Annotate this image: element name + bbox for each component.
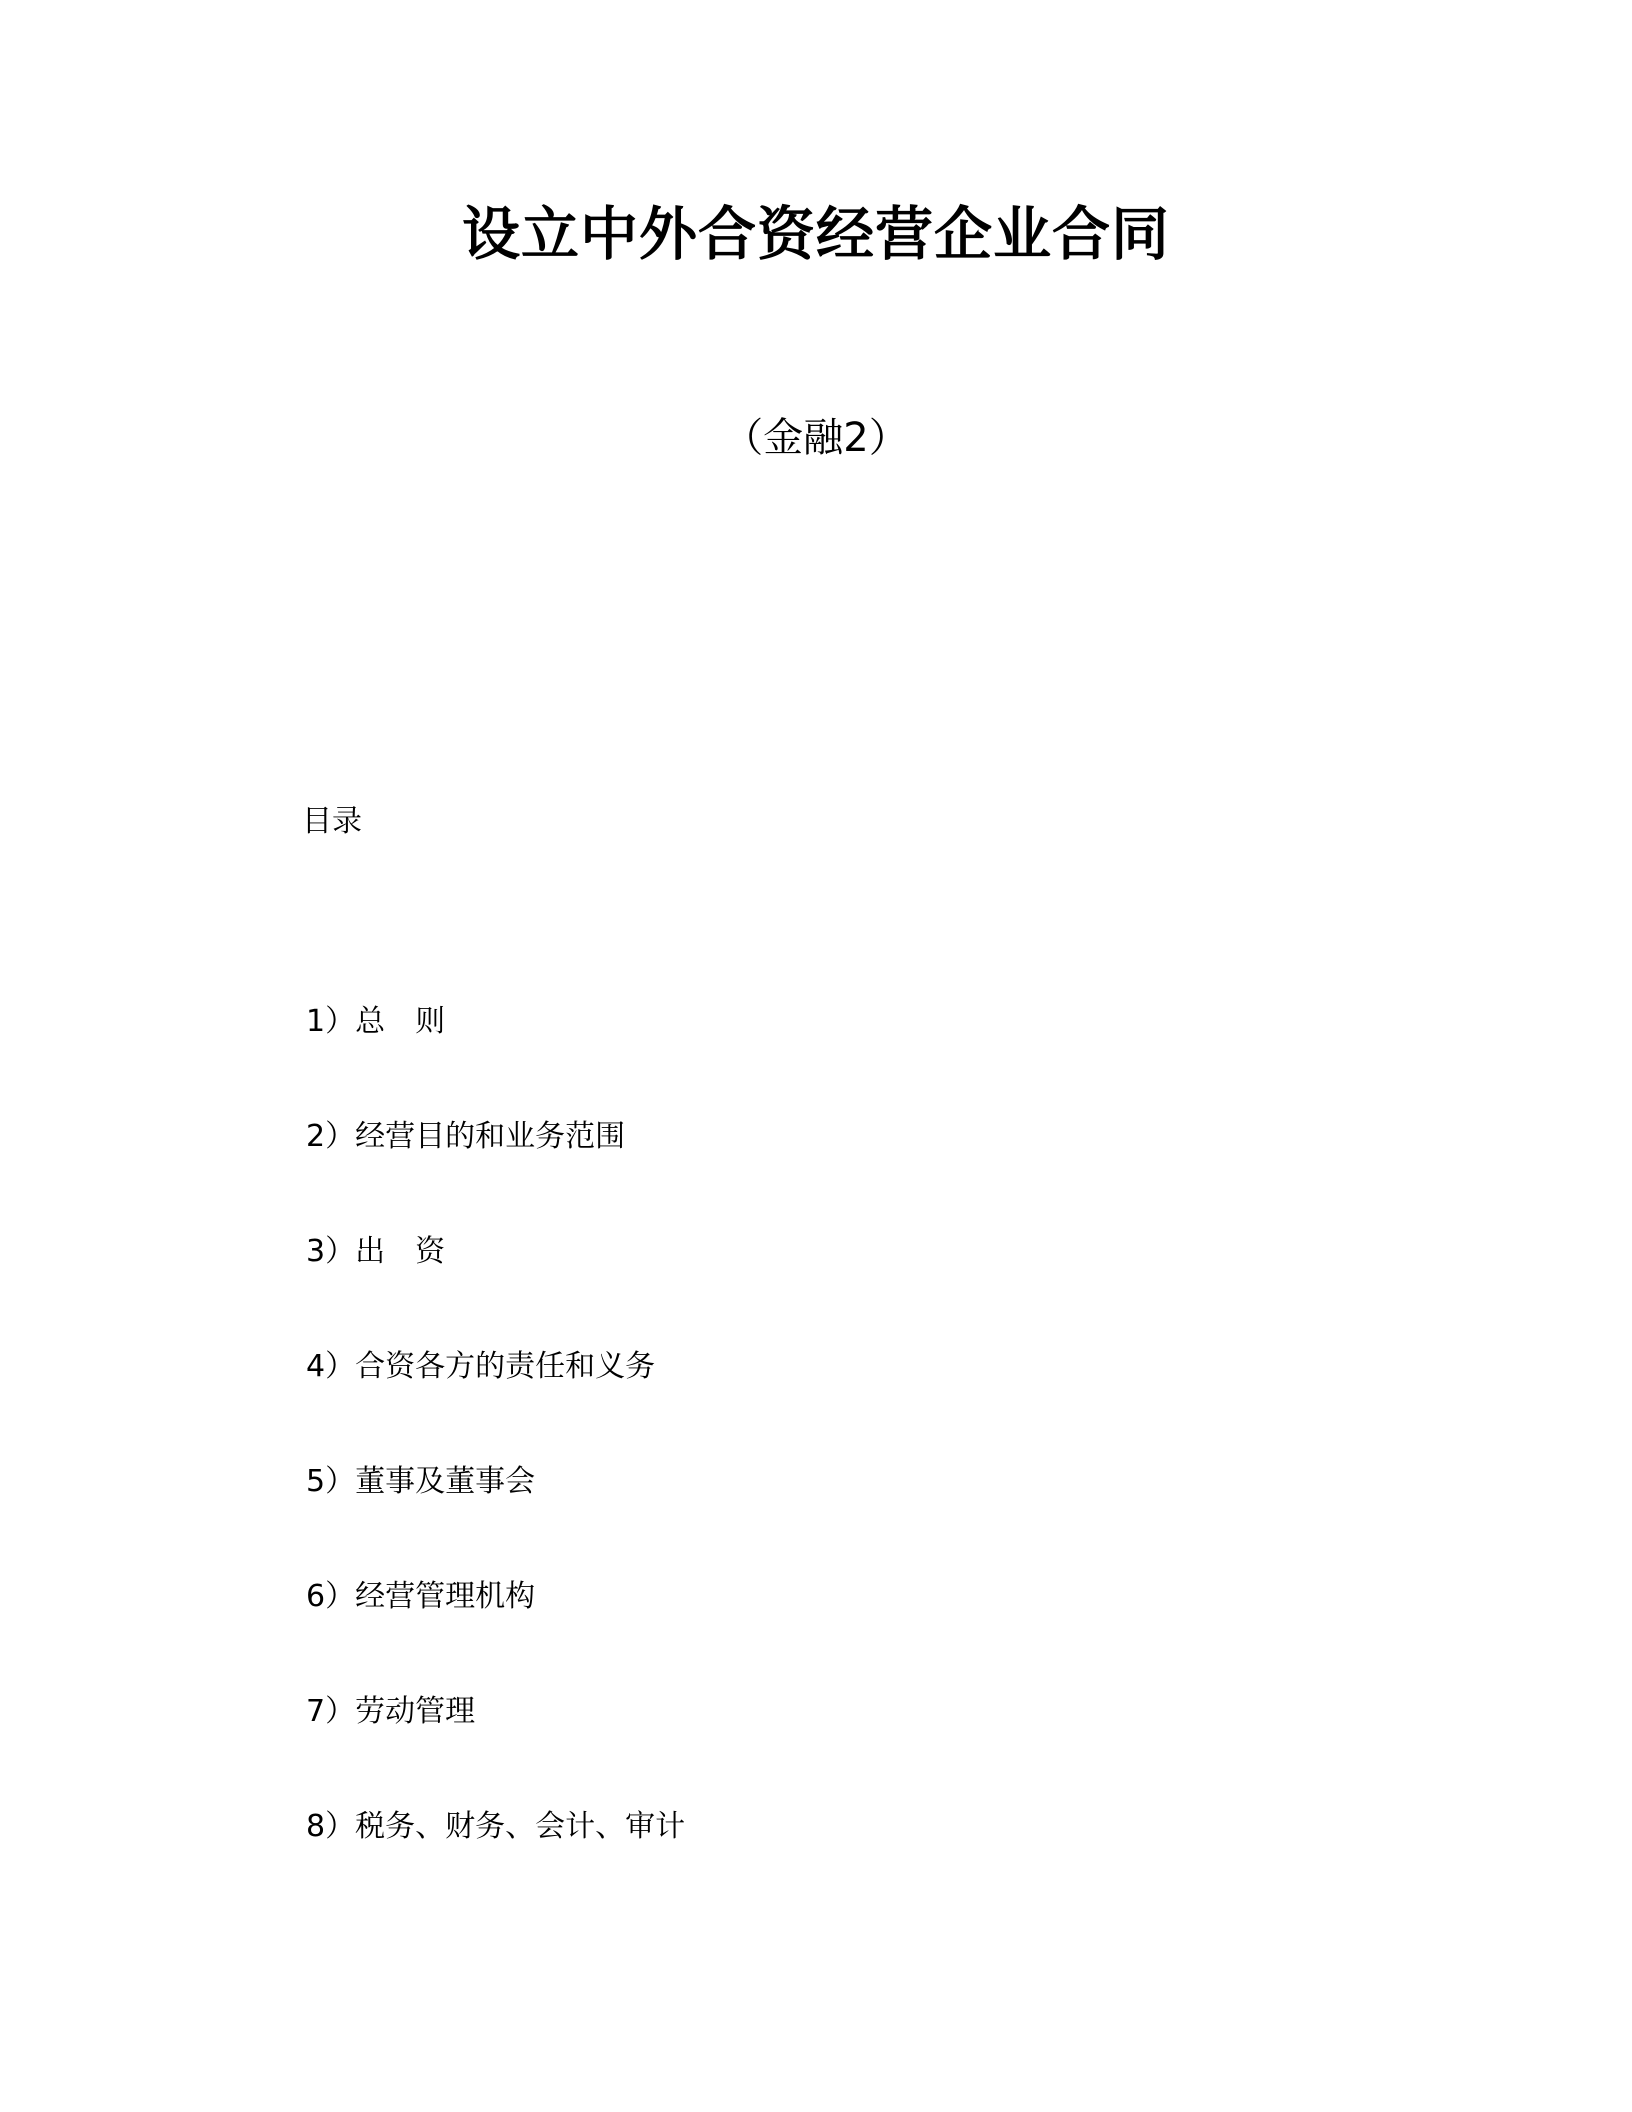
document-title: 设立中外合资经营企业合同 [461,200,1170,268]
toc-item-general-principles: 1）总 则 [306,1004,446,1039]
toc-item-responsibilities: 4）合资各方的责任和义务 [306,1349,656,1384]
toc-item-management: 6）经营管理机构 [306,1579,536,1614]
document-subtitle: （金融2） [723,415,909,461]
toc-item-business-scope: 2）经营目的和业务范围 [306,1119,626,1154]
toc-item-tax-finance-audit: 8）税务、财务、会计、审计 [306,1809,686,1844]
toc-item-labor-management: 7）劳动管理 [306,1694,476,1729]
toc-list [306,1000,685,1920]
toc-item-capital-contribution: 3）出 资 [306,1234,446,1269]
toc-item-board-of-directors: 5）董事及董事会 [306,1464,536,1499]
toc-heading: 目录 [302,804,362,839]
